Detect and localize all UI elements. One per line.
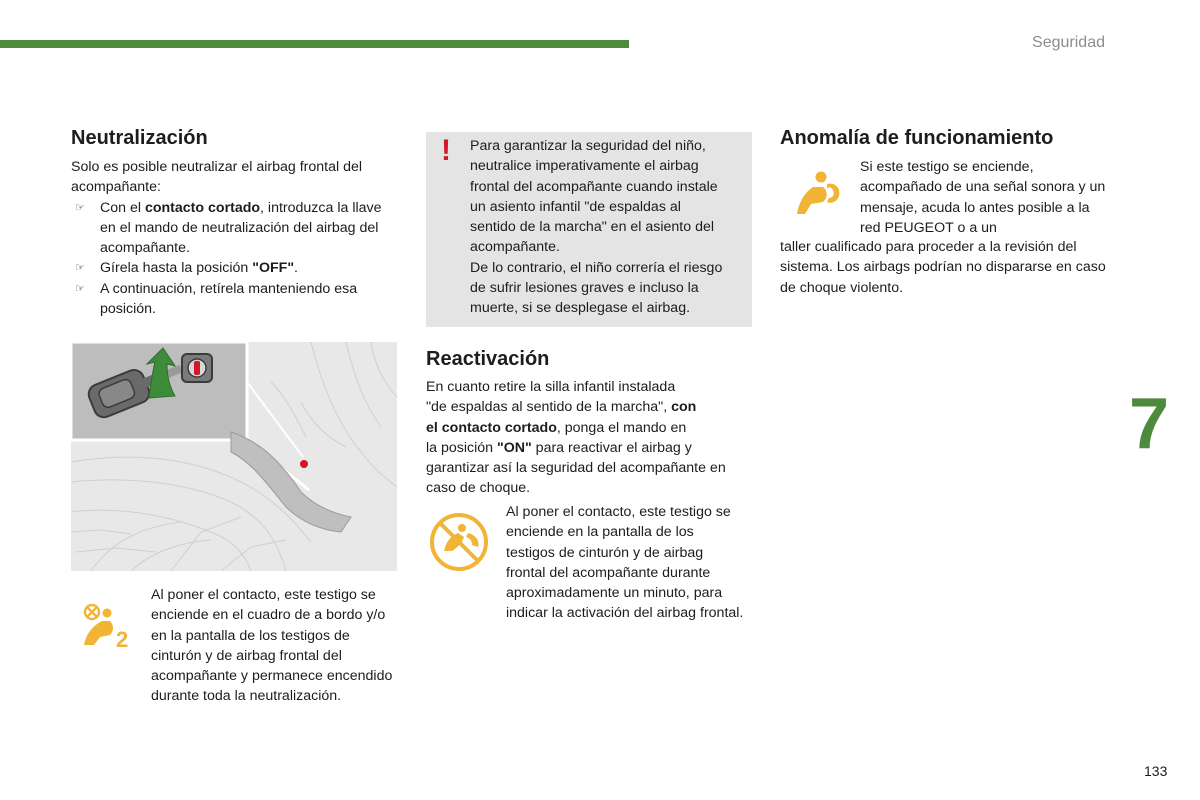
warning-line: acompañante. [470,239,560,256]
child-seat-airbag-icon-graphic [428,511,492,573]
anomalia-text-wrapped: Si este testigo se enciende, acompañado de una señal sonora y un mensaje, acuda lo antes posible a la red PEUGEOT o a un [860,159,1106,236]
airbag-fault-warning-icon [791,168,841,218]
neutralizacion-step: ☞ Gírela hasta la posición "OFF". [71,258,401,278]
reactivacion-indicator-text: Al poner el contacto, este testigo se enciende en la pantalla de los testigos de cinturón y de airbag frontal del acompañante durante aproximadamente un minuto, para indicar la activación del airbag frontal. [506,504,744,622]
warning-line: un asiento infantil "de espaldas al [470,198,681,215]
pointing-hand-bullet-icon: ☞ [75,282,85,295]
car-interior-drawing [71,342,397,571]
warning-line: Para garantizar la seguridad del niño, [470,138,706,154]
airbag-fault-icon-graphic [791,168,841,218]
warning-line: sentido de la marcha" en el asiento del [470,219,715,236]
airbag-off-icon-graphic [80,603,132,649]
neutralizacion-indicator-text: Al poner el contacto, este testigo se enciende en el cuadro de a bordo y/o en la pantalla de los testigos de cinturón y de airbag frontal del acompañante y permanece encendido durante toda la neutralización. [151,587,393,705]
warning-text [470,136,746,319]
airbag-child-seat-warning-icon [428,511,492,573]
neutralizacion-step: ☞ Con el contacto cortado, introduzca la llave en el mando de neutralización del airbag del acompañante. [75,199,382,257]
child-safety-warning-box [426,132,752,327]
neutralizacion-intro: Solo es posible neutralizar el airbag frontal del acompañante: [71,159,363,196]
page-number: 133 [1144,763,1168,779]
warning-line: frontal del acompañante cuando instale [470,178,718,195]
neutralizacion-heading: Neutralización [71,127,208,149]
chapter-number: 7 [1129,384,1170,464]
warning-line: de sufrir lesiones graves e incluso la [470,280,699,297]
reactivacion-heading: Reactivación [426,348,550,370]
warning-line: muerte, si se desplegase el airbag. [470,300,691,317]
pointing-hand-bullet-icon: ☞ [75,262,85,275]
reactivacion-paragraph: En cuanto retire la silla infantil instalada "de espaldas al sentido de la marcha", con el contacto cortado, ponga el mando en la posición "ON" para reactivar el airbag y garantizar así la seguridad del acompañante en caso de choque. [426,379,726,497]
neutralizacion-steps [71,198,401,320]
svg-text:2: 2 [116,627,129,649]
section-title: Seguridad [1032,34,1105,51]
anomalia-text-full: taller cualificado para proceder a la revisión del sistema. Los airbags podrían no dispararse en caso de choque violento. [780,239,1106,296]
neutralizacion-step: ☞ A continuación, retírela manteniendo esa posición. [75,280,358,318]
airbag-off-warning-icon [80,603,132,649]
anomalia-heading: Anomalía de funcionamiento [780,127,1054,149]
warning-line: De lo contrario, el niño correría el riesgo [470,259,723,276]
header-accent-bar [0,40,629,48]
exclamation-warning-icon: ! [441,134,451,167]
neutralizacion-body [71,157,401,319]
warning-line: neutralice imperativamente el airbag [470,158,699,175]
airbag-switch-illustration [71,342,397,571]
pointing-hand-bullet-icon: ☞ [75,201,85,214]
